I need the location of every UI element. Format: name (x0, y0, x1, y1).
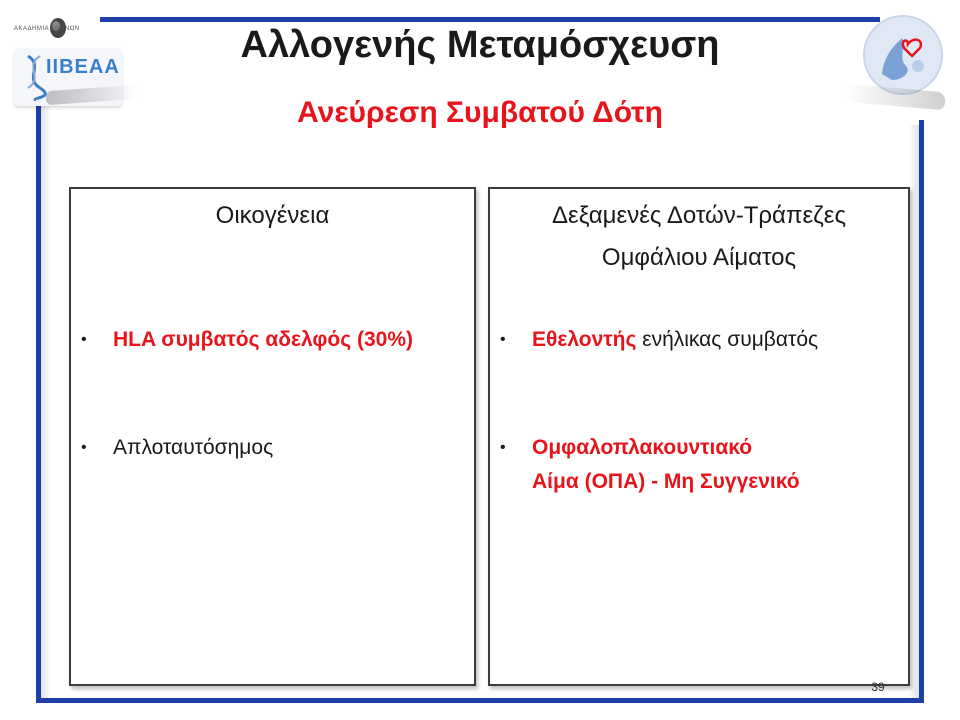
page-number: 39 (871, 680, 885, 694)
cord-blood-line2: Αίμα (ΟΠΑ) - Μη Συγγενικό (532, 470, 800, 493)
bullet-icon: • (81, 439, 87, 456)
ibeaa-logo-text: IIBEAA (46, 56, 120, 78)
donor-banks-heading-line2: Ομφάλιου Αίματος (601, 244, 797, 271)
family-panel (69, 187, 476, 686)
family-panel-heading: Οικογένεια (215, 202, 330, 229)
cord-blood-line1: Ομφαλοπλακουντιακό (532, 436, 753, 459)
bullet-icon: • (500, 331, 506, 348)
frame-shadow-right (909, 125, 919, 698)
slide-title: Αλλογενής Μεταμόσχευση (240, 24, 720, 66)
donor-banks-heading-line1: Δεξαμενές Δοτών-Τράπεζες (551, 202, 847, 229)
donor-banks-panel-heading (490, 189, 908, 279)
list-item-text: HLA συμβατός αδελφός (30%) (113, 328, 413, 351)
slide-frame-right (919, 120, 924, 703)
list-item-text: Απλοταυτόσημος (113, 436, 274, 459)
donor-banks-panel (488, 187, 910, 686)
slide-frame-bottom (36, 698, 924, 703)
bullet-icon: • (81, 331, 87, 348)
slide-subtitle: Ανεύρεση Συμβατού Δότη (297, 96, 663, 129)
slide-frame-top (100, 17, 880, 22)
list-item-text (532, 323, 818, 357)
bullet-icon: • (500, 439, 506, 456)
frame-shadow-left (41, 100, 51, 698)
volunteer-highlight: Εθελοντής (532, 328, 637, 351)
list-item-text (532, 431, 800, 499)
volunteer-rest: ενήλικας συμβατός (636, 328, 819, 351)
academy-logo-text: ΑΚΑΔΗΜΙΑ ΑΘΗΝΩΝ (14, 26, 80, 32)
